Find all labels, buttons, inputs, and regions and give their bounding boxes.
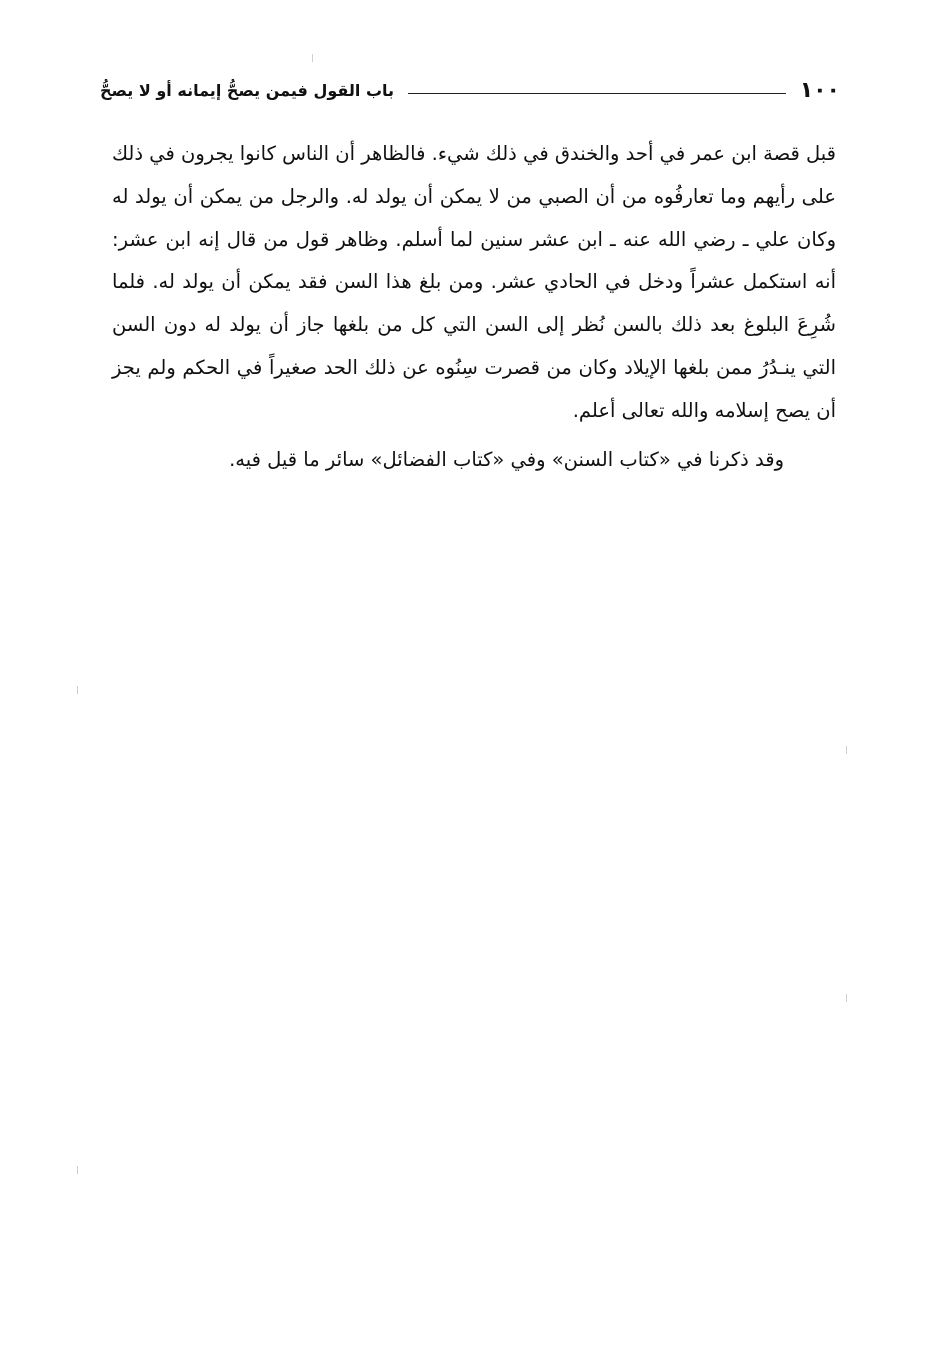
running-title: باب القول فيمن يصحُّ إيمانه أو لا يصحُّ (100, 80, 395, 100)
page-header (100, 74, 840, 106)
scan-speck (77, 686, 78, 694)
scan-speck (77, 1166, 78, 1174)
page-body (112, 133, 836, 481)
header-divider (408, 93, 786, 94)
closing-paragraph: وقد ذكرنا في «كتاب السنن» وفي «كتاب الفضائل» سائر ما قيل فيه. (229, 447, 784, 471)
body-paragraph: قبل قصة ابن عمر في أحد والخندق في ذلك شيء. فالظاهر أن الناس كانوا يجرون في ذلك على رأيهم وما تعارفُوه من أن الصبي من لا يمكن أن يولد له. والرجل من يمكن أن يولد له وكان علي ـ رضي الله عنه ـ ابن عشر سنين لما أسلم. وظاهر قول من قال إنه ابن عشر: أنه استكمل عشراً ودخل في الحادي عشر. ومن بلغ هذا السن فقد يمكن أن يولد له. فلما شُرِعَ البلوغ بعد ذلك بالسن نُظر إلى السن التي كل من بلغها جاز أن يولد له دون السن التي ينـدُرُ ممن بلغها الإيلاد وكان من قصرت سِنُوه عن ذلك الحد صغيراً في الحكم ولم يجز أن يصح إسلامه والله تعالى أعلم. (112, 142, 836, 422)
scan-speck (312, 54, 313, 62)
scan-speck (846, 746, 847, 754)
scan-speck (846, 994, 847, 1002)
page-number: ١٠٠ (799, 77, 840, 103)
